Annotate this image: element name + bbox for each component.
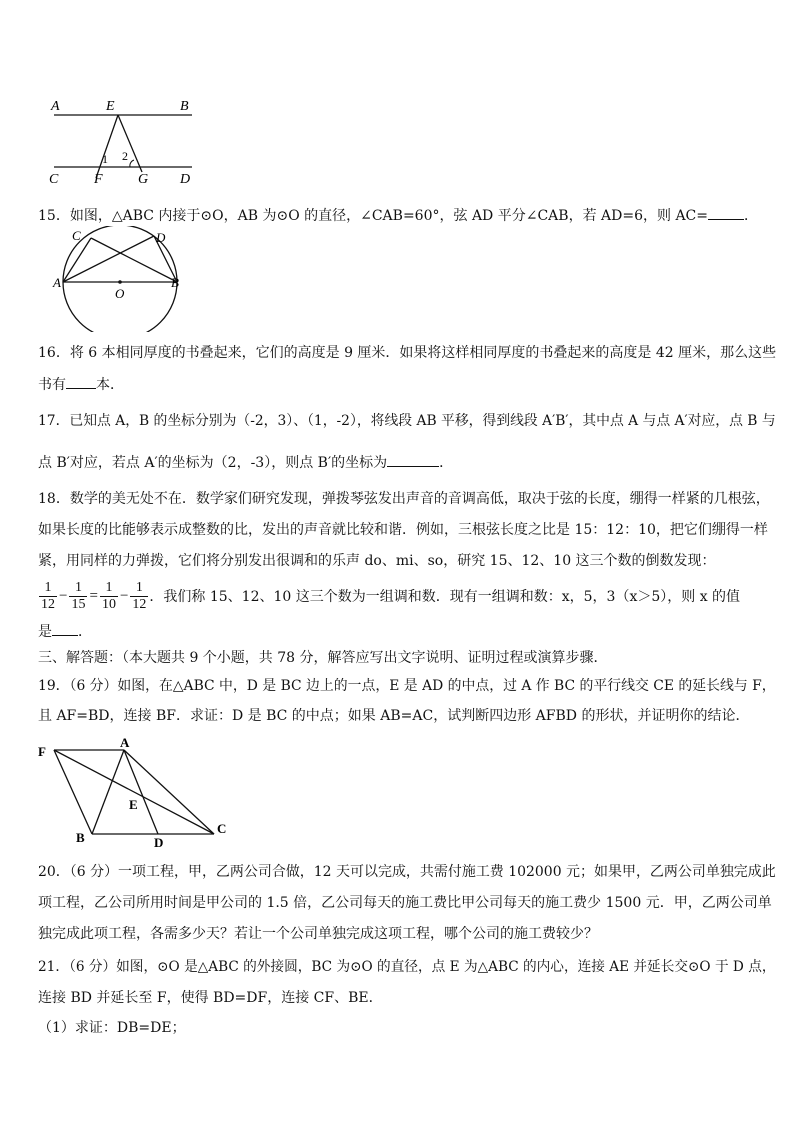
label-F: F — [94, 172, 103, 187]
q15-text: 15．如图，△ABC 内接于⊙O，AB 为⊙O 的直径，∠CAB=60°，弦 AD 平分∠CAB，若 AD=6，则 AC= — [38, 208, 709, 224]
q16-blank — [66, 374, 96, 389]
label-O: O — [115, 286, 125, 301]
label-A: A — [120, 736, 130, 750]
label-C: C — [217, 821, 227, 836]
label-D: D — [156, 230, 166, 245]
question-19-line2: 且 AF=BD，连接 BF．求证：D 是 BC 的中点；如果 AB=AC，试判断四边形 AFBD 的形状，并证明你的结论． — [38, 708, 750, 724]
parallelogram-figure-q19 — [34, 736, 234, 848]
label-B: B — [76, 830, 85, 845]
question-18-line3: 紧，用同样的力弹拨，它们将分别发出很调和的乐声 do、mi、so，研究 15、12、10 这三个数的倒数发现： — [38, 553, 716, 569]
question-21-line2: 连接 BD 并延长至 F，使得 BD=DF，连接 CF、BE． — [38, 990, 383, 1006]
fraction-1-12: $\frac{1}{12}$ — [41, 579, 55, 612]
label-D: D — [180, 172, 191, 187]
question-16-line2: 书有 本． — [38, 374, 124, 395]
question-18-line2: 如果长度的比能够表示成整数的比，发出的声音就比较和谐．例如，三根弦长度之比是 15：12：10，把它们绷得一样 — [38, 522, 768, 538]
label-C: C — [49, 172, 59, 187]
question-17-line2: 点 B′对应，若点 A′的坐标为（2，-3），则点 B′的坐标为 ． — [38, 452, 453, 473]
question-19-line1: 19．（6 分）如图，在△ABC 中，D 是 BC 边上的一点，E 是 AD 的中点，过 A 作 BC 的平行线交 CE 的延长线与 F， — [38, 678, 776, 694]
circle-figure-q15 — [50, 226, 190, 332]
label-D: D — [154, 835, 164, 848]
q17-blank — [387, 452, 439, 467]
question-18-equation: $\frac{1}{12}$ − $\frac{1}{15}$ = $\frac{1}{10}$ − $\frac{1}{12}$ ．我们称 15、12、10 这三个数为一组调和数．现有一组调和数：x，5，3（x＞5），则 x 的值 — [41, 579, 741, 612]
fraction-1-10: $\frac{1}{10}$ — [101, 579, 116, 612]
question-20-line3: 独完成此项工程，各需多少天？若让一个公司单独完成这项工程，哪个公司的施工费较少？ — [38, 926, 598, 942]
fraction-1-12b: $\frac{1}{12}$ — [132, 579, 147, 612]
label-F: F — [38, 744, 46, 759]
question-21-line1: 21．（6 分）如图，⊙O 是△ABC 的外接圆，BC 为⊙O 的直径，点 E 为△ABC 的内心，连接 AE 并延长交⊙O 于 D 点， — [38, 959, 776, 975]
label-A: A — [53, 275, 61, 290]
question-15: 15．如图，△ABC 内接于⊙O，AB 为⊙O 的直径，∠CAB=60°，弦 AD 平分∠CAB，若 AD=6，则 AC= ． — [38, 205, 758, 226]
q18-blank — [52, 621, 78, 636]
question-20-line2: 项工程，乙公司所用时间是甲公司的 1.5 倍，乙公司每天的施工费比甲公司每天的施工费少 1500 元．甲，乙两公司单 — [38, 895, 772, 911]
angle-1-label: 1 — [102, 152, 108, 166]
label-C: C — [72, 228, 81, 243]
label-G: G — [138, 172, 149, 187]
label-B: B — [171, 275, 179, 290]
label-E: E — [129, 797, 138, 812]
section-3-heading: 三、解答题：（本大题共 9 个小题，共 78 分，解答应写出文字说明、证明过程或演算步骤． — [38, 650, 608, 666]
label-B: B — [180, 99, 189, 114]
question-17-line1: 17．已知点 A，B 的坐标分别为（-2，3）、（1，-2），将线段 AB 平移，得到线段 A′B′，其中点 A 与点 A′对应，点 B 与 — [38, 413, 776, 429]
question-21-sub1: （1）求证：DB=DE； — [38, 1020, 186, 1036]
parallel-lines-figure — [44, 94, 204, 190]
question-20-line1: 20．（6 分）一项工程，甲，乙两公司合做，12 天可以完成，共需付施工费 102000 元；如果甲，乙两公司单独完成此 — [38, 864, 776, 880]
question-18-line1: 18．数学的美无处不在．数学家们研究发现，弹拨琴弦发出声音的音调高低，取决于弦的长度，绷得一样紧的几根弦， — [38, 491, 770, 507]
label-A: A — [51, 99, 60, 114]
angle-2-label: 2 — [122, 149, 128, 163]
label-E: E — [106, 99, 115, 114]
question-16-line1: 16．将 6 本相同厚度的书叠起来，它们的高度是 9 厘米．如果将这样相同厚度的书叠起来的高度是 42 厘米，那么这些 — [38, 345, 777, 361]
q15-blank — [708, 205, 744, 220]
question-18-line5: 是 ． — [38, 621, 92, 642]
fraction-1-15: $\frac{1}{15}$ — [71, 579, 86, 612]
